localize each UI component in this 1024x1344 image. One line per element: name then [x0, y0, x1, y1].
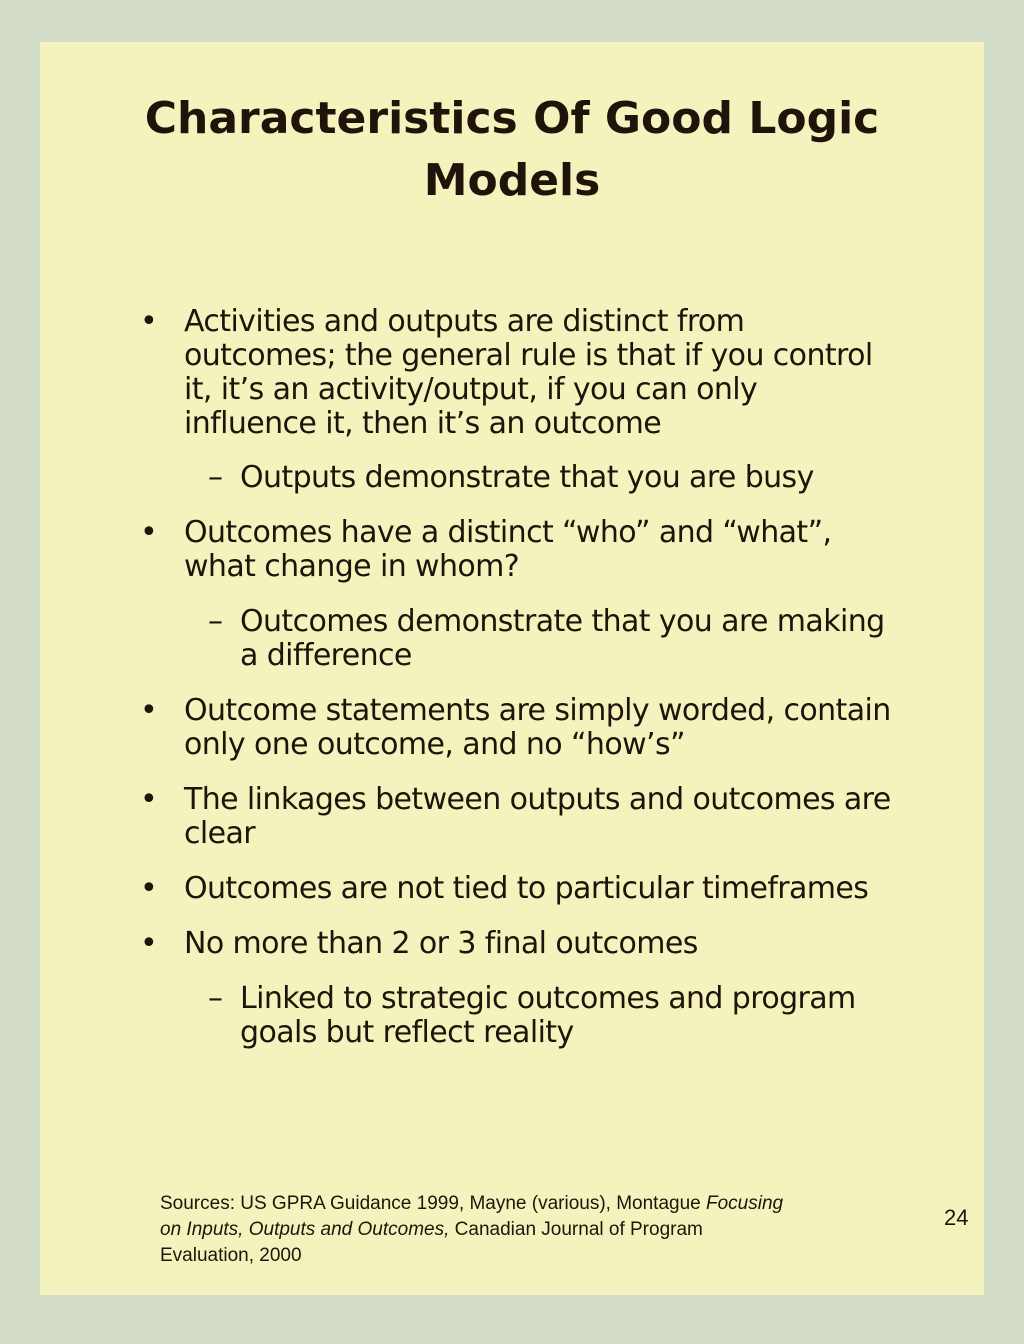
bullet-item [0, 927, 974, 961]
bullet-text-line: No more than 2 or 3 final outcomes [184, 926, 698, 961]
sub-bullet-text-line: Outputs demonstrate that you are busy [240, 460, 814, 495]
sources-line-3: Evaluation, 2000 [160, 1245, 302, 1266]
sub-bullet-marker: – [208, 604, 223, 639]
sub-bullet-marker: – [208, 981, 223, 1016]
page-number: 24 [944, 1205, 969, 1230]
slide-title [0, 88, 1024, 212]
bullet-text-line: Outcomes are not tied to particular timeframes [184, 871, 869, 906]
sub-bullet-item [0, 982, 960, 1050]
bullet-text-line: Outcomes have a distinct “who” and “what”, [184, 515, 832, 550]
bullet-list [0, 305, 1024, 1050]
bullet-marker: • [140, 782, 158, 817]
sources-text: Sources: US GPRA Guidance 1999, Mayne (various), Montague [160, 1193, 706, 1214]
sub-bullet-text-line: Linked to strategic outcomes and program [240, 981, 856, 1016]
bullet-item [0, 516, 974, 584]
sources-line-1 [160, 1191, 880, 1217]
sub-bullet-text-line: a difference [240, 638, 412, 673]
bullet-item [0, 783, 974, 851]
title-line-1: Characteristics Of Good Logic [144, 93, 880, 144]
sub-bullet-text-line: goals but reflect reality [240, 1015, 574, 1050]
bullet-text-line: only one outcome, and no “how’s” [184, 727, 685, 762]
bullet-text-line: it, it’s an activity/output, if you can only [184, 372, 758, 407]
bullet-text-line: influence it, then it’s an outcome [184, 406, 662, 441]
bullet-text-line: The linkages between outputs and outcomes are [184, 782, 891, 817]
sub-bullet-text-line: Outcomes demonstrate that you are making [240, 604, 885, 639]
bullet-text-line: outcomes; the general rule is that if you control [184, 338, 873, 373]
bullet-text-line: Activities and outputs are distinct from [184, 304, 745, 339]
sources-italic-text: Focusing [706, 1193, 784, 1214]
bullet-item [0, 305, 974, 441]
sub-bullet-item [0, 605, 960, 673]
bullet-text-line: what change in whom? [184, 549, 520, 584]
bullet-marker: • [140, 515, 158, 550]
bullet-item [0, 694, 974, 762]
sources-text: Canadian Journal of Program [449, 1219, 703, 1240]
bullet-marker: • [140, 304, 158, 339]
bullet-item [0, 872, 974, 906]
bullet-marker: • [140, 926, 158, 961]
sub-bullet-item [0, 461, 960, 495]
sources-italic-text: on Inputs, Outputs and Outcomes, [160, 1219, 450, 1240]
bullet-text-line: Outcome statements are simply worded, contain [184, 693, 891, 728]
sub-bullet-marker: – [208, 460, 223, 495]
title-line-2: Models [423, 155, 601, 206]
bullet-marker: • [140, 693, 158, 728]
bullet-text-line: clear [184, 816, 256, 851]
sources-line-2 [160, 1217, 880, 1243]
bullet-marker: • [140, 871, 158, 906]
sources-citation [160, 1191, 880, 1269]
